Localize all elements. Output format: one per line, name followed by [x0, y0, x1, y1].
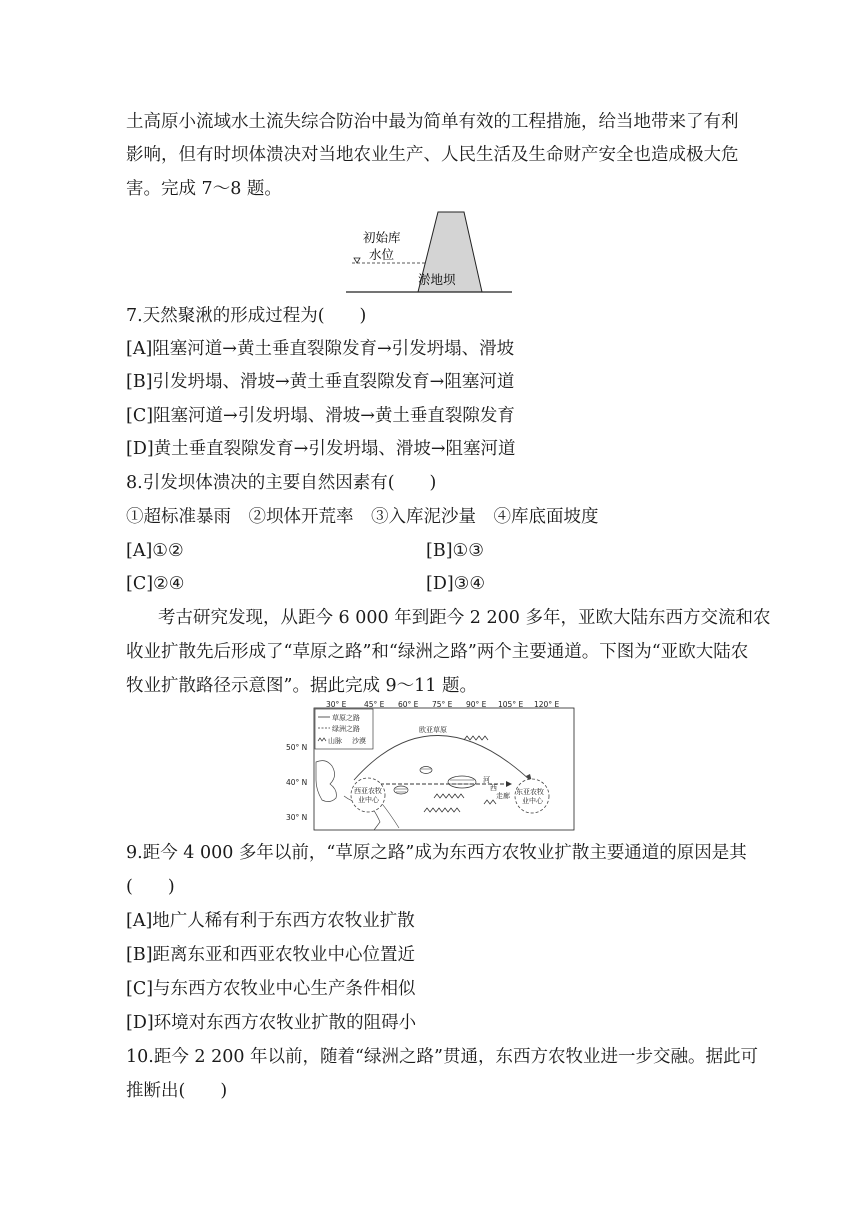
water-level-label-1: 初始库: [363, 230, 401, 245]
q8-option-b: [B]①③: [426, 541, 484, 561]
q7-option-b: [B]引发坍塌、滑坡→黄土垂直裂隙发育→阻塞河道: [126, 372, 515, 392]
check-dam-figure: [346, 204, 514, 296]
q8-option-a: [A]①②: [126, 541, 184, 561]
corridor-label-1: 河: [483, 776, 490, 784]
q8-stem: 8.引发坝体溃决的主要自然因素有( ): [126, 473, 437, 493]
corridor-label-3: 走廊: [496, 792, 510, 800]
q9-option-b: [B]距离东亚和西亚农牧业中心位置近: [126, 945, 416, 965]
lon-label-120: 120° E: [534, 700, 560, 709]
intro-line-2: 影响，但有时坝体溃决对当地农业生产、人民生活及生命财产安全也造成极大危: [126, 145, 739, 165]
legend-desert: 沙漠: [352, 737, 366, 745]
q9-option-c: [C]与东西方农牧业中心生产条件相似: [126, 979, 416, 999]
lon-label-105: 105° E: [498, 700, 524, 709]
passage2-line-1: 考古研究发现，从距今 6 000 年到距今 2 200 多年，亚欧大陆东西方交流和农: [158, 608, 771, 628]
lon-label-75: 75° E: [432, 700, 453, 709]
lon-label-90: 90° E: [466, 700, 487, 709]
q7-option-c: [C]阻塞河道→引发坍塌、滑坡→黄土垂直裂隙发育: [126, 406, 515, 426]
west-center-label-2: 业中心: [358, 796, 379, 804]
water-level-label-2: 水位: [369, 247, 395, 262]
west-asia-center: [351, 778, 385, 812]
q9-option-d: [D]环境对东西方农牧业扩散的阻碍小: [126, 1013, 417, 1033]
legend-steppe-route: 草原之路: [332, 714, 360, 722]
corridor-label-2: 西: [490, 784, 497, 792]
q7-stem: 7.天然聚湫的形成过程为( ): [126, 306, 367, 326]
q8-option-d: [D]③④: [426, 574, 486, 594]
legend-oasis-route: 绿洲之路: [332, 725, 360, 733]
eurasia-diffusion-map: [284, 700, 578, 832]
intro-line-1: 土高原小流域水土流失综合防治中最为简单有效的工程措施，给当地带来了有利: [126, 112, 739, 132]
dam-label: 淤地坝: [418, 272, 456, 287]
lon-label-45: 45° E: [364, 700, 385, 709]
east-asia-center: [515, 779, 549, 813]
lat-label-30: 30° N: [286, 813, 308, 822]
q9-stem-2: ( ): [126, 877, 175, 897]
west-center-label-1: 西亚农牧: [354, 787, 382, 795]
lon-label-60: 60° E: [398, 700, 419, 709]
east-center-label-2: 业中心: [522, 797, 543, 805]
q9-stem: 9.距今 4 000 多年以前，“草原之路”成为东西方农牧业扩散主要通道的原因是其: [126, 843, 747, 863]
q10-stem-2: 推断出( ): [126, 1081, 228, 1101]
legend-mountain: 山脉: [328, 737, 342, 745]
q7-option-d: [D]黄土垂直裂隙发育→引发坍塌、滑坡→阻塞河道: [126, 439, 516, 459]
q9-option-a: [A]地广人稀有利于东西方农牧业扩散: [126, 911, 415, 931]
lat-label-40: 40° N: [286, 778, 308, 787]
steppe-label: 欧亚草原: [419, 726, 447, 734]
passage2-line-3: 牧业扩散路径示意图”。据此完成 9～11 题。: [126, 676, 477, 696]
passage2-line-2: 收业扩散先后形成了“草原之路”和“绿洲之路”两个主要通道。下图为“亚欧大陆农: [126, 642, 749, 662]
lat-label-50: 50° N: [286, 743, 308, 752]
q7-option-a: [A]阻塞河道→黄土垂直裂隙发育→引发坍塌、滑坡: [126, 339, 515, 359]
lon-label-30: 30° E: [326, 700, 347, 709]
intro-line-3: 害。完成 7～8 题。: [126, 179, 282, 199]
east-center-label-1: 东亚农牧: [516, 788, 544, 796]
q8-option-c: [C]②④: [126, 574, 185, 594]
q8-items: ①超标准暴雨 ②坝体开荒率 ③入库泥沙量 ④库底面坡度: [126, 507, 599, 527]
q10-stem: 10.距今 2 200 年以前，随着“绿洲之路”贯通，东西方农牧业进一步交融。据此可: [126, 1047, 758, 1067]
